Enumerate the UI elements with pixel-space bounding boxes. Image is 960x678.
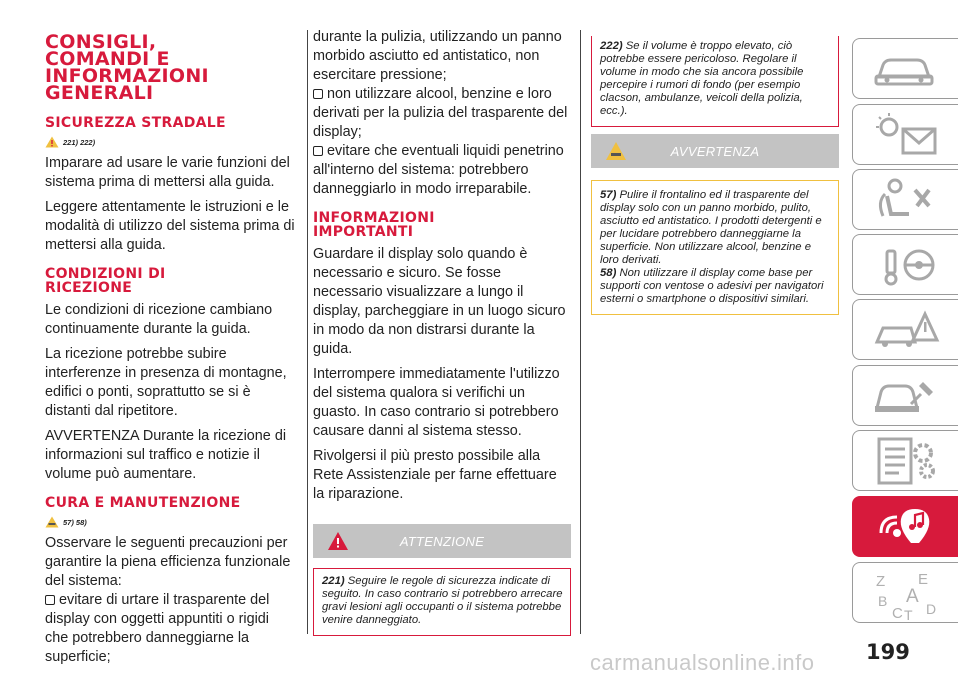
bullet-item: evitare di urtare il trasparente del display con oggetti appuntiti o rigidi che potrebbero danneggiarne la superficie;	[45, 592, 270, 665]
tab-car[interactable]	[852, 38, 958, 99]
tab-technical-data[interactable]	[852, 430, 958, 491]
paragraph: Rivolgersi il più presto possibile alla Rete Assistenziale per farne effettuare la riparazione.	[313, 448, 557, 502]
section-title-important-info: INFORMAZIONI IMPORTANTI	[313, 210, 435, 240]
tab-start-drive[interactable]	[852, 234, 958, 295]
bullet-item: non utilizzare alcool, benzine e loro derivati per la pulizia del trasparente del display;	[313, 86, 568, 140]
bullet-item: evitare che eventuali liquidi penetrino all'interno del sistema: potrebbero danneggiarlo in modo irreparabile.	[313, 143, 564, 197]
svg-text:B: B	[877, 592, 887, 609]
attention-header: ATTENZIONE	[313, 524, 571, 558]
section-title-road-safety: SICUREZZA STRADALE	[45, 115, 226, 131]
bullet-box-icon	[313, 146, 323, 156]
caution-triangle-icon	[605, 141, 627, 161]
tab-multimedia[interactable]	[852, 496, 958, 557]
dashboard-lights-icon	[871, 111, 941, 159]
attention-box: 221) Seguire le regole di sicurezza indicate di seguito. In caso contrario si potrebbero arrecare gravi lesioni agli occupanti o il sistema potrebbe venire danneggiato.	[313, 568, 571, 636]
svg-text:C: C	[891, 604, 903, 620]
bullet-box-icon	[45, 595, 55, 605]
svg-text:A: A	[905, 585, 919, 607]
bullet-box-icon	[313, 89, 323, 99]
bullet-continuation: durante la pulizia, utilizzando un panno morbido asciutto ed antistatico, non esercitare pressione;	[313, 29, 562, 83]
chapter-title: CONSIGLI, COMANDI E INFORMAZIONI GENERALI	[45, 31, 209, 104]
car-icon	[871, 49, 941, 89]
column-3	[591, 36, 839, 315]
warning-triangle-icon	[45, 136, 59, 148]
danger-triangle-icon	[327, 531, 349, 551]
caution-triangle-icon	[45, 516, 59, 528]
column-divider-left	[307, 30, 308, 634]
paragraph: La ricezione potrebbe subire interferenze in presenza di montagne, edifici o ponti, soprattutto se si è distanti dal ripetitore.	[45, 346, 287, 419]
multimedia-icon	[871, 503, 941, 551]
column-1	[45, 28, 295, 667]
technical-data-icon	[871, 435, 941, 487]
svg-text:Z: Z	[875, 572, 885, 590]
tab-dashboard[interactable]	[852, 104, 958, 165]
paragraph: AVVERTENZA Durante la ricezione di informazioni sul traffico e notizie il volume può aumentare.	[45, 428, 287, 482]
warning-reference: 221) 222)	[45, 136, 295, 148]
paragraph: Le condizioni di ricezione cambiano continuamente durante la guida.	[45, 302, 273, 337]
car-maintenance-icon	[871, 372, 941, 420]
column-2	[313, 28, 571, 636]
svg-text:T: T	[903, 606, 913, 620]
breakdown-icon	[871, 306, 941, 354]
tab-safety[interactable]	[852, 169, 958, 230]
paragraph: Interrompere immediatamente l'utilizzo del sistema qualora si verifichi un guasto. In caso contrario si potrebbero causare danni al sistema stesso.	[313, 366, 560, 439]
attention-box-continued: 222) Se il volume è troppo elevato, ciò potrebbe essere pericoloso. Regolare il volume in modo che sia ancora possibile percepire i rumori di fondo (per esempio clacson, ambulanze, veicoli della polizia, ecc.).	[591, 36, 839, 127]
svg-text:E: E	[917, 570, 928, 588]
section-title-care: CURA E MANUTENZIONE	[45, 495, 241, 511]
warning-reference: 57) 58)	[45, 516, 295, 528]
paragraph: Leggere attentamente le istruzioni e le modalità di utilizzo del sistema prima di mettersi alla guida.	[45, 199, 295, 253]
watermark: carmanualsonline.info	[590, 650, 815, 675]
tab-maintenance[interactable]	[852, 365, 958, 426]
column-divider-right	[580, 30, 581, 634]
tab-emergency[interactable]	[852, 299, 958, 360]
warning-box: 57) Pulire il frontalino ed il trasparente del display solo con un panno morbido, pulito, asciutto ed antistatico. I prodotti detergenti e per lucidare potrebbero danneggiarne la superficie. Non utilizzare alcool, benzine e loro derivati. 58) Non utilizzare il display come base per supporti con ventose o adesivi per navigatori esterni o smartphone o dispositivi similari.	[591, 180, 839, 315]
svg-text:D: D	[925, 600, 936, 617]
paragraph: Osservare le seguenti precauzioni per garantire la piena efficienza funzionale del sistema:	[45, 535, 291, 589]
paragraph: Imparare ad usare le varie funzioni del sistema prima di mettersi alla guida.	[45, 155, 290, 190]
index-icon	[866, 566, 946, 620]
key-steering-icon	[871, 241, 941, 289]
tab-index[interactable]	[852, 562, 958, 623]
section-title-reception: CONDIZIONI DI RICEZIONE	[45, 266, 166, 296]
page-number: 199	[866, 640, 910, 664]
warning-header: AVVERTENZA	[591, 134, 839, 168]
paragraph: Guardare il display solo quando è necessario e sicuro. Se fosse necessario visualizzare a lungo il display, parcheggiare in un luogo sicuro in modo da non distrarsi durante la guida.	[313, 246, 566, 357]
airbag-seat-icon	[871, 176, 941, 224]
